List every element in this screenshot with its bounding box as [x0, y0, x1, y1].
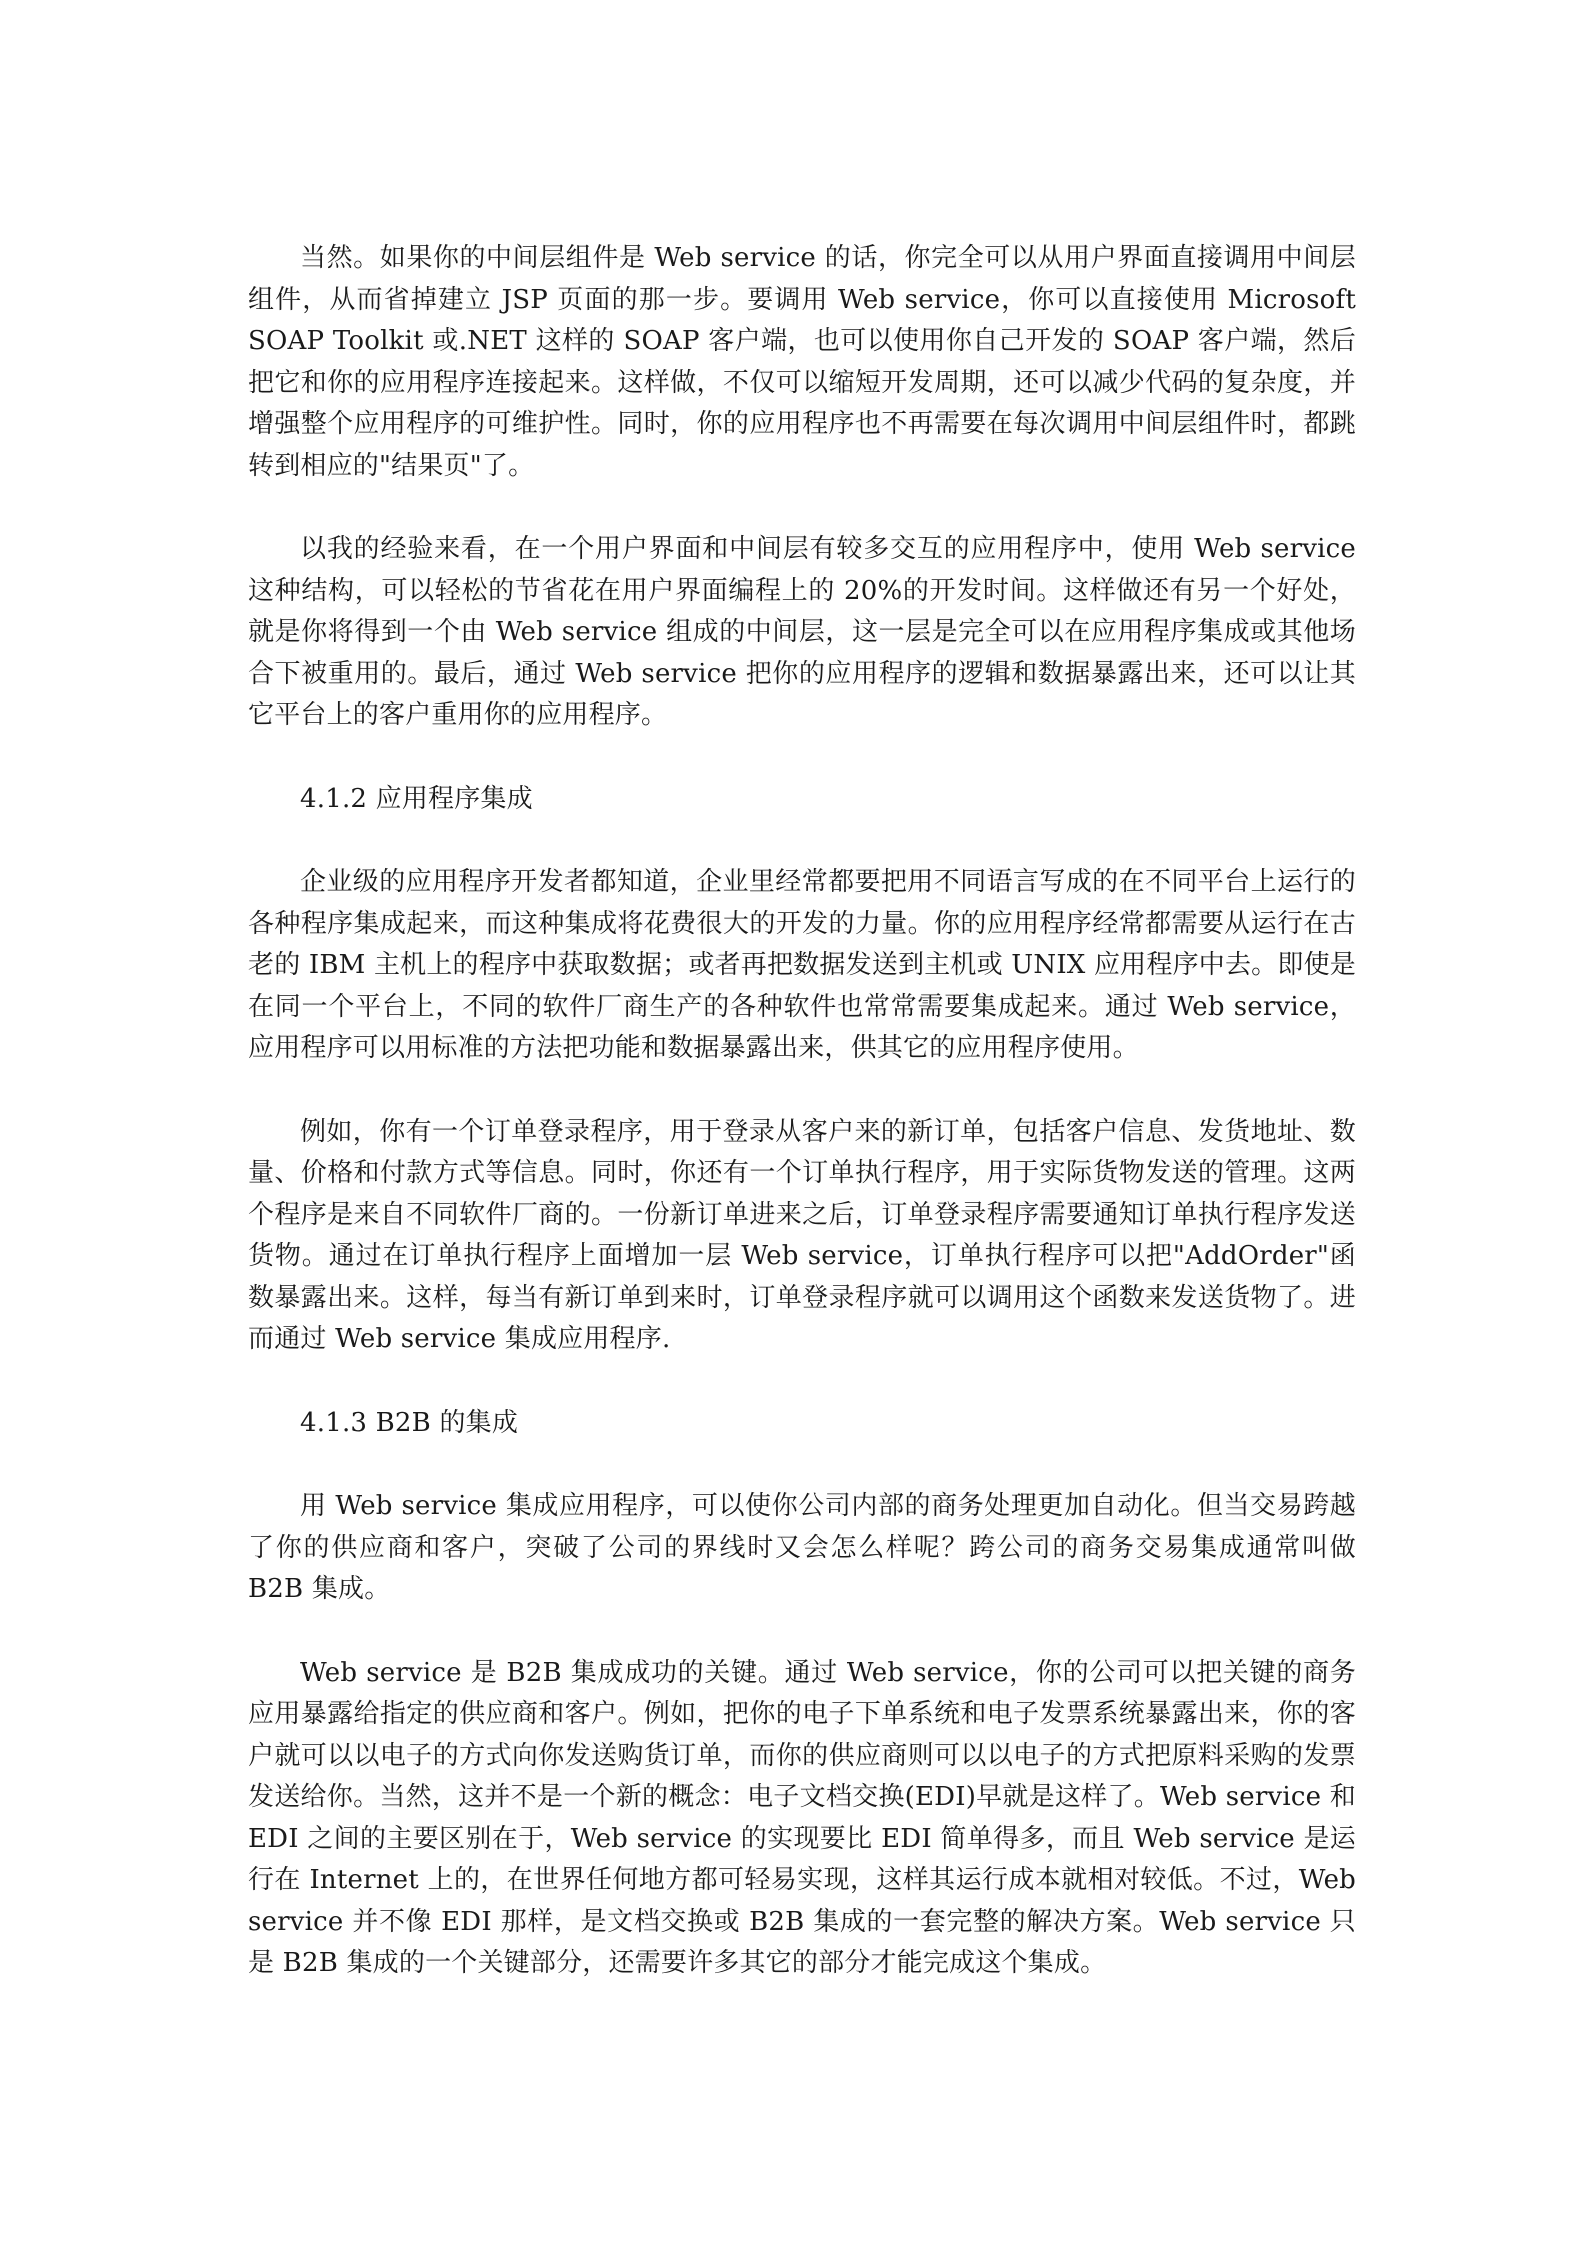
- paragraph-gap: [248, 737, 1356, 779]
- section-heading-b2b-integration: 4.1.3 B2B 的集成: [300, 1407, 519, 1438]
- paragraph-gap: [248, 1611, 1356, 1653]
- paragraph-experience: 以我的经验来看，在一个用户界面和中间层有较多交互的应用程序中，使用 Web service 这种结构，可以轻松的节省花在用户界面编程上的 20%的开发时间。这样做还有另一个好处，就是你将得到一个由 Web service 组成的中间层，这一层是完全可以在应用程序集成或其他场合下被重用的。最后，通过 Web service 把你的应用程序的逻辑和数据暴露出来，还可以让其它平台上的客户重用你的应用程序。: [248, 534, 1356, 730]
- document-body: [248, 238, 1356, 1985]
- paragraph-gap: [248, 487, 1356, 529]
- paragraph-b2b-intro: 用 Web service 集成应用程序，可以使你公司内部的商务处理更加自动化。但当交易跨越了你的供应商和客户，突破了公司的界线时又会怎么样呢？跨公司的商务交易集成通常叫做 B2B 集成。: [248, 1491, 1356, 1604]
- paragraph-order-example: 例如，你有一个订单登录程序，用于登录从客户来的新订单，包括客户信息、发货地址、数量、价格和付款方式等信息。同时，你还有一个订单执行程序，用于实际货物发送的管理。这两个程序是来自不同软件厂商的。一份新订单进来之后，订单登录程序需要通知订单执行程序发送货物。通过在订单执行程序上面增加一层 Web service，订单执行程序可以把"AddOrder"函数暴露出来。这样，每当有新订单到来时，订单登录程序就可以调用这个函数来发送货物了。进而通过 Web service 集成应用程序.: [248, 1116, 1356, 1354]
- paragraph-gap: [248, 1444, 1356, 1486]
- paragraph-gap: [248, 1070, 1356, 1112]
- section-heading-application-integration: 4.1.2 应用程序集成: [300, 783, 533, 814]
- paragraph-b2b-key: Web service 是 B2B 集成成功的关键。通过 Web service，你的公司可以把关键的商务应用暴露给指定的供应商和客户。例如，把你的电子下单系统和电子发票系统暴露出来，你的客户就可以以电子的方式向你发送购货订单，而你的供应商则可以以电子的方式把原料采购的发票发送给你。当然，这并不是一个新的概念：电子文档交换(EDI)早就是这样了。Web service 和 EDI 之间的主要区别在于，Web service 的实现要比 EDI 简单得多，而且 Web service 是运行在 Internet 上的，在世界任何地方都可轻易实现，这样其运行成本就相对较低。不过，Web service 并不像 EDI 那样，是文档交换或 B2B 集成的一套完整的解决方案。Web service 只是 B2B 集成的一个关键部分，还需要许多其它的部分才能完成这个集成。: [248, 1657, 1356, 1978]
- paragraph-gap: [248, 820, 1356, 862]
- paragraph-direct-invocation: 当然。如果你的中间层组件是 Web service 的话，你完全可以从用户界面直接调用中间层组件，从而省掉建立 JSP 页面的那一步。要调用 Web service，你可以直接使用 Microsoft SOAP Toolkit 或.NET 这样的 SOAP 客户端，也可以使用你自己开发的 SOAP 客户端，然后把它和你的应用程序连接起来。这样做，不仅可以缩短开发周期，还可以减少代码的复杂度，并增强整个应用程序的可维护性。同时，你的应用程序也不再需要在每次调用中间层组件时，都跳转到相应的"结果页"了。: [248, 243, 1356, 481]
- paragraph-enterprise-integration: 企业级的应用程序开发者都知道，企业里经常都要把用不同语言写成的在不同平台上运行的各种程序集成起来，而这种集成将花费很大的开发的力量。你的应用程序经常都需要从运行在古老的 IBM 主机上的程序中获取数据；或者再把数据发送到主机或 UNIX 应用程序中去。即使是在同一个平台上，不同的软件厂商生产的各种软件也常常需要集成起来。通过 Web service，应用程序可以用标准的方法把功能和数据暴露出来，供其它的应用程序使用。: [248, 867, 1356, 1063]
- paragraph-gap: [248, 1361, 1356, 1403]
